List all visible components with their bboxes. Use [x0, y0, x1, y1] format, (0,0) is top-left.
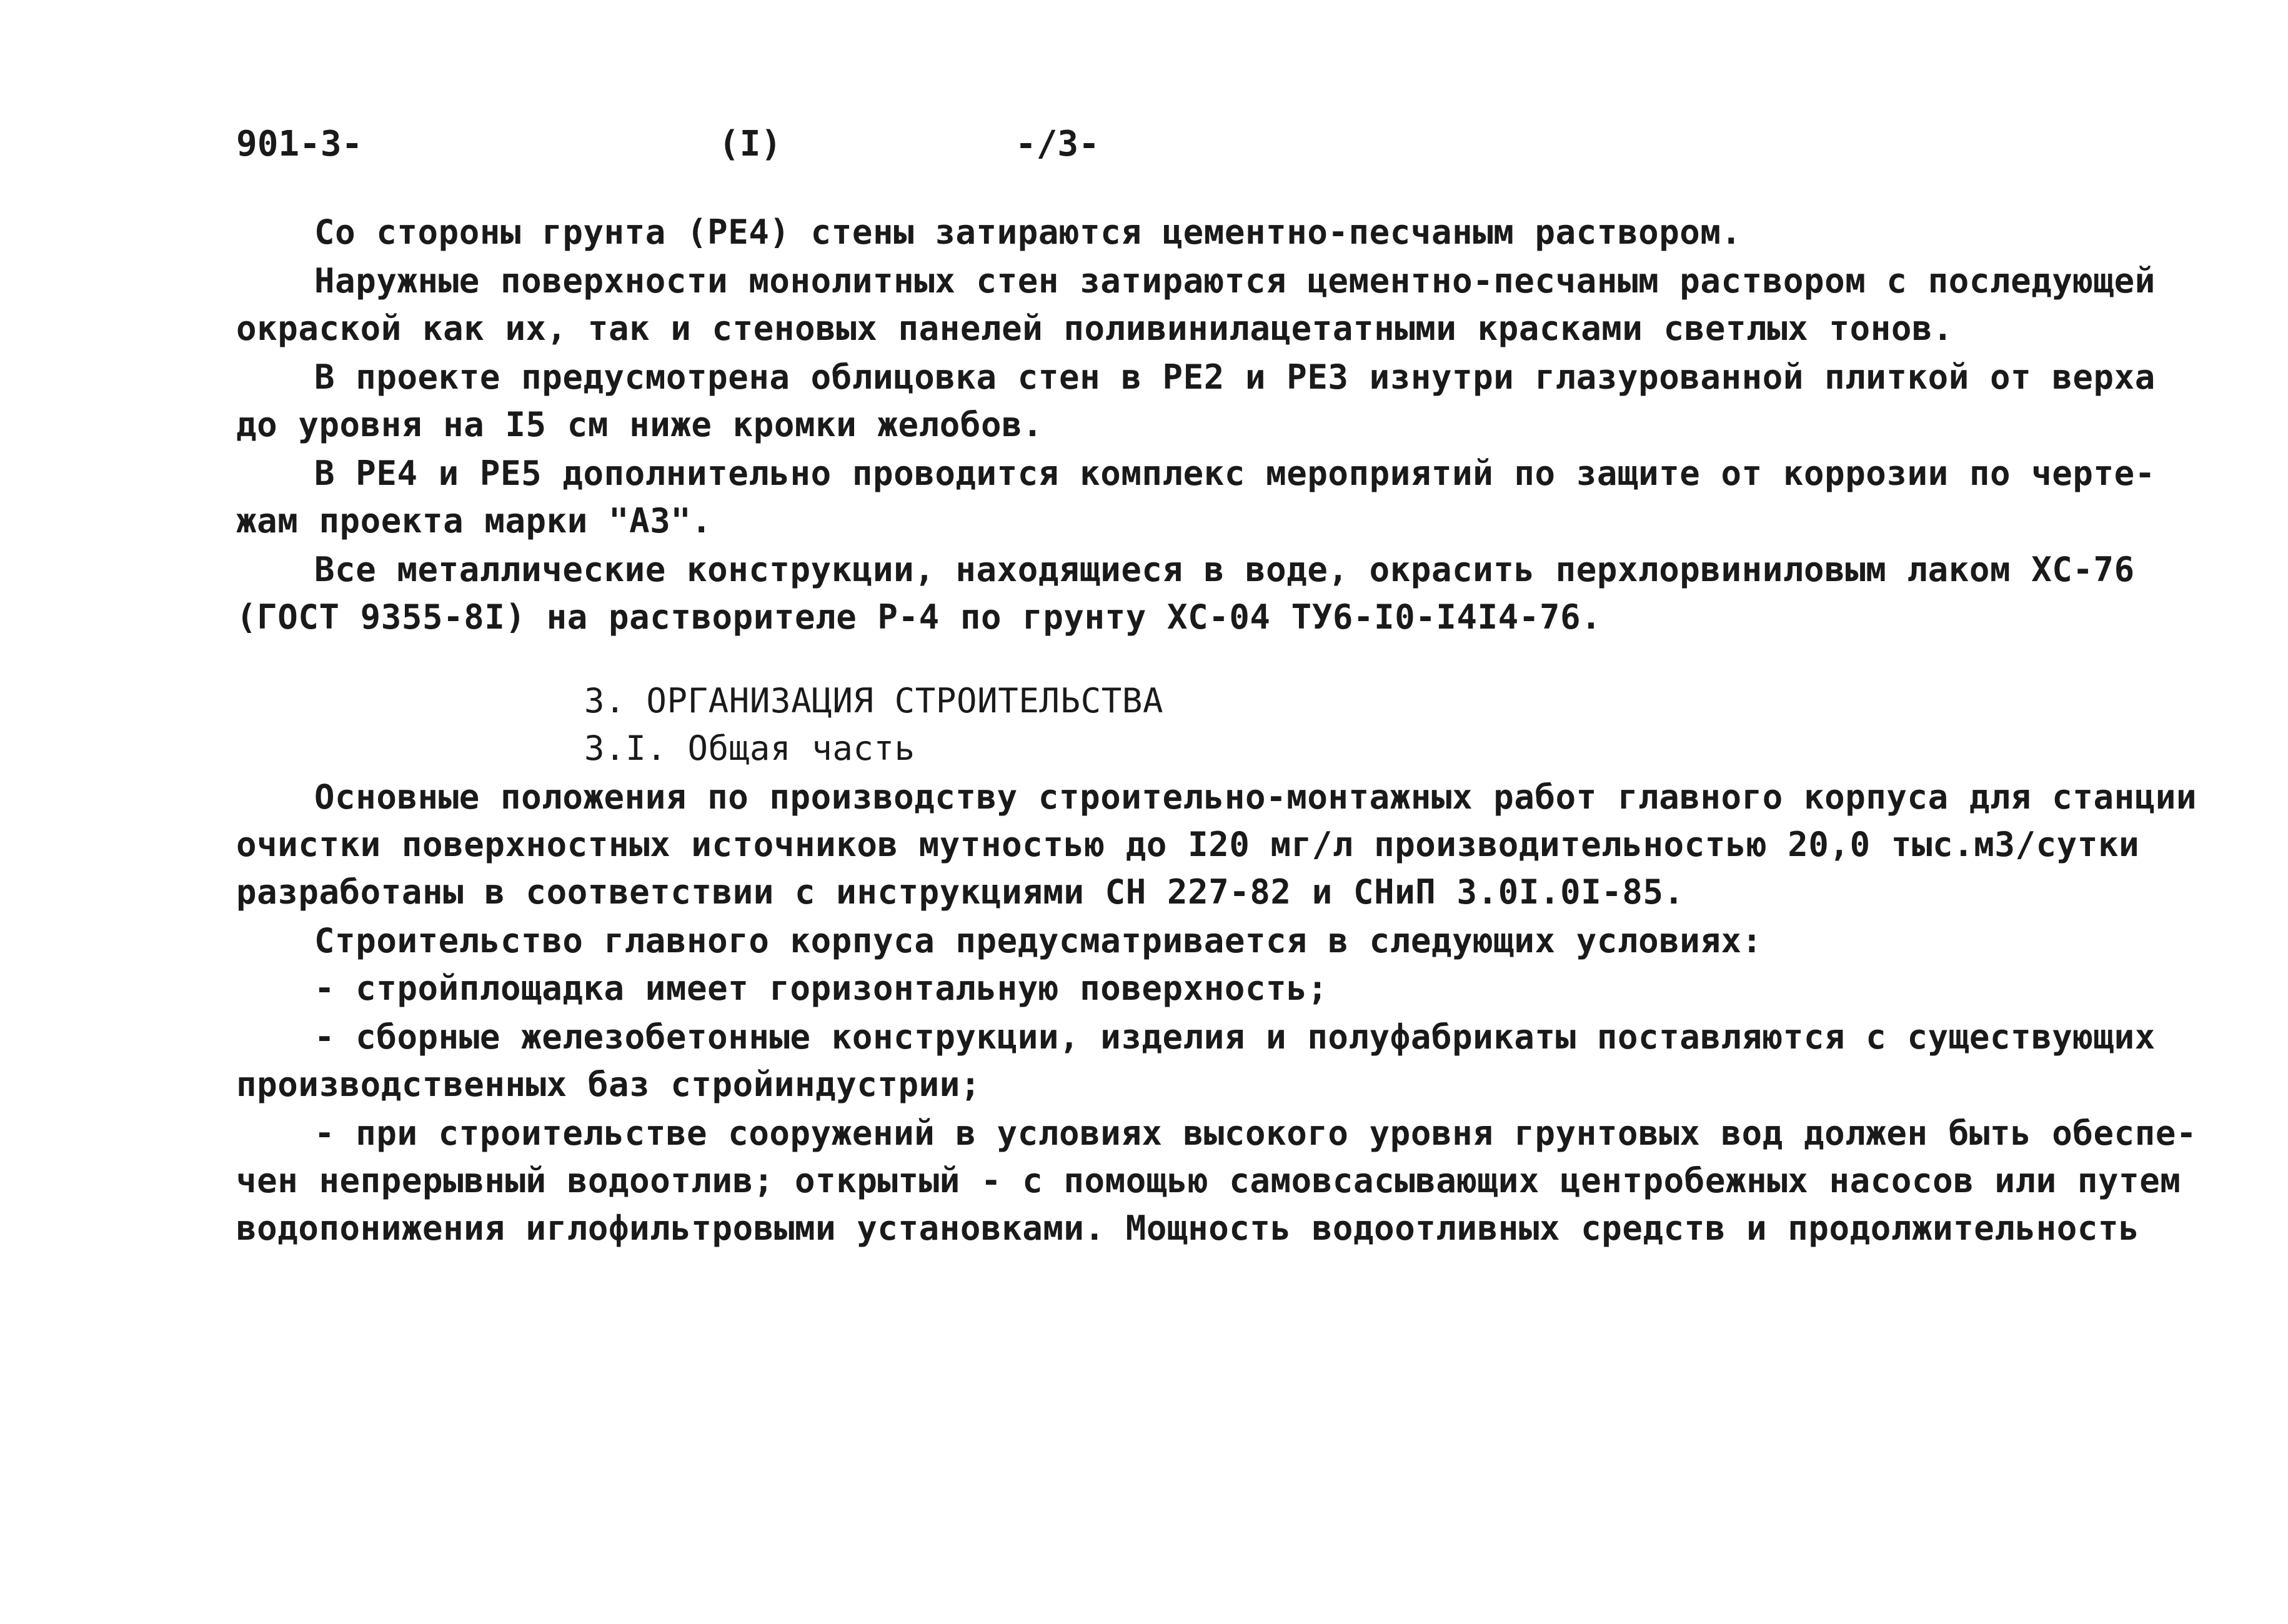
- text-line: - сборные железобетонные конструкции, изделия и полуфабрикаты поставляются с существующих: [314, 1017, 2156, 1057]
- text-line: водопонижения иглофильтровыми установками. Мощность водоотливных средств и продолжительность: [236, 1208, 2140, 1248]
- sheet-number: (I): [719, 124, 782, 164]
- document-code: 901-3-: [236, 124, 363, 164]
- section-title: 3. ОРГАНИЗАЦИЯ СТРОИТЕЛЬСТВА: [584, 681, 1164, 720]
- text-line: В РЕ4 и РЕ5 дополнительно проводится комплекс мероприятий по защите от коррозии по черте-: [314, 454, 2156, 493]
- text-line: разработаны в соответствии с инструкциями СН 227-82 и СНиП 3.0I.0I-85.: [236, 872, 1684, 912]
- text-line: окраской как их, так и стеновых панелей поливинилацетатными красками светлых тонов.: [236, 309, 1954, 348]
- text-line: В проекте предусмотрена облицовка стен в РЕ2 и РЕ3 изнутри глазурованной плиткой от верха: [314, 357, 2156, 397]
- text-line: чен непрерывный водоотлив; открытый - с помощью самовсасывающих центробежных насосов или путем: [236, 1161, 2181, 1200]
- text-line: - при строительстве сооружений в условиях высокого уровня грунтовых вод должен быть обеспе-: [314, 1113, 2197, 1153]
- text-line: жам проекта марки "АЗ".: [236, 501, 712, 541]
- subsection-title: 3.I. Общая часть: [584, 729, 915, 768]
- text-line: Строительство главного корпуса предусматривается в следующих условиях:: [314, 921, 1763, 960]
- text-line: Со стороны грунта (РЕ4) стены затираются цементно-песчаным раствором.: [314, 212, 1742, 252]
- text-line: (ГОСТ 9355-8I) на растворителе Р-4 по грунту ХС-04 ТУ6-I0-I4I4-76.: [236, 597, 1602, 637]
- text-line: Наружные поверхности монолитных стен затираются цементно-песчаным раствором с последующей: [314, 261, 2156, 301]
- text-line: производственных баз стройиндустрии;: [236, 1065, 981, 1104]
- page-number: -/3-: [1015, 124, 1100, 164]
- text-line: Основные положения по производству строительно-монтажных работ главного корпуса для станции: [314, 777, 2197, 817]
- text-line: Все металлические конструкции, находящиеся в воде, окрасить перхлорвиниловым лаком ХС-76: [314, 550, 2135, 589]
- text-line: до уровня на I5 см ниже кромки желобов.: [236, 405, 1043, 444]
- text-line: очистки поверхностных источников мутностью до I20 мг/л производительностью 20,0 тыс.м3/сутки: [236, 825, 2140, 864]
- text-line: - стройплощадка имеет горизонтальную поверхность;: [314, 969, 1328, 1008]
